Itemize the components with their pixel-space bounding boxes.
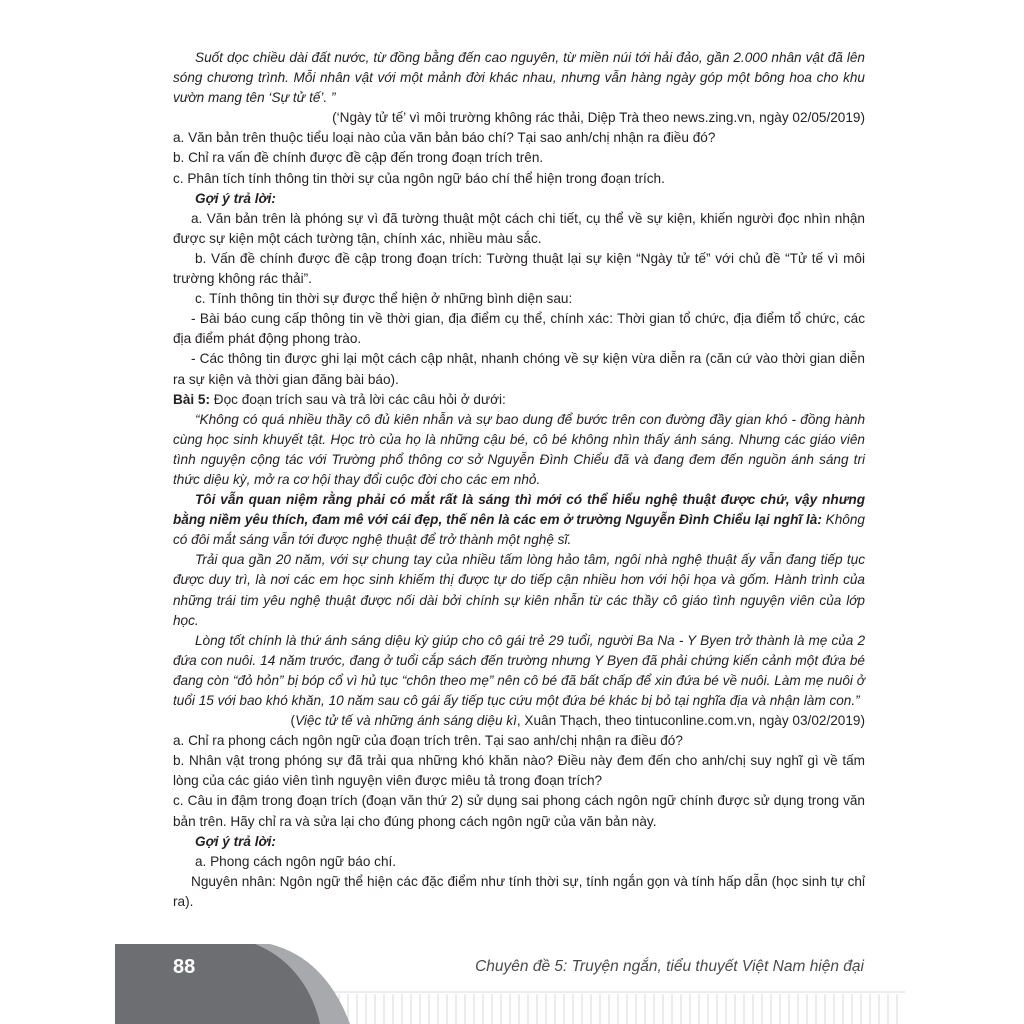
- answer-c-1-point-1: - Bài báo cung cấp thông tin về thời gian, địa điểm cụ thể, chính xác: Thời gian tổ chức, địa điểm tổ chức, các địa điểm phát động phong trào.: [173, 311, 865, 347]
- answer-heading-2: Gợi ý trả lời:: [195, 833, 276, 849]
- citation-1: (‘Ngày tử tế’ vì môi trường không rác thải, Diệp Trà theo news.zing.vn, ngày 02/05/2019): [332, 110, 865, 126]
- answer-b-1: b. Vấn đề chính được đề cập trong đoạn trích: Tường thuật lại sự kiện “Ngày tử tế” với chủ đề “Tử tế vì môi trường không rác thải”.: [173, 250, 865, 287]
- footer-band: [0, 944, 1024, 1024]
- answer-reason: Nguyên nhân: Ngôn ngữ thể hiện các đặc điểm như tính thời sự, tính ngắn gọn và tính hấp dẫn (học sinh tự chỉ ra).: [173, 873, 865, 909]
- page-number: 88: [173, 956, 196, 978]
- footer-grid-lines: [320, 992, 905, 1024]
- emphasized-bold-text: Tôi vẫn quan niệm rằng phải có mắt rất là sáng thì mới có thể hiểu nghệ thuật được chứ, vậy nhưng bằng niềm yêu thích, đam mê với cái đẹp, thế nên là các em ở trường Nguyễn Đình Chiểu lại nghĩ là:: [173, 492, 865, 528]
- question-b-1: b. Chỉ ra vấn đề chính được đề cập đến trong đoạn trích trên.: [173, 150, 544, 166]
- excerpt-paragraph-3: Trải qua gần 20 năm, với sự chung tay của nhiều tấm lòng hảo tâm, ngôi nhà nghệ thuật ấy vẫn đang tiếp tục được duy trì, là nơi các em học sinh khiếm thị được tự do tiếp cận nhiều hơn với hội họa và gốm. Hành trình của những trái tim yêu nghệ thuật được nối dài bởi chính sự kiên nhẫn từ các thầy cô giáo tình nguyện viên của lớp học.: [173, 552, 865, 628]
- answer-heading-1: Gợi ý trả lời:: [195, 190, 276, 206]
- answer-c-1-point-2: - Các thông tin được ghi lại một cách cập nhật, nhanh chóng về sự kiện vừa diễn ra (căn cứ vào thời gian diễn ra sự kiện và thời gian đăng bài báo).: [173, 351, 865, 387]
- citation-2: (Việc tử tế và những ánh sáng diệu kì, Xuân Thạch, theo tintuconline.com.vn, ngày 03/02/2019): [290, 713, 865, 729]
- emphasized-bold-text: Bài 5:: [173, 391, 211, 407]
- question-a-2: a. Chỉ ra phong cách ngôn ngữ của đoạn trích trên. Tại sao anh/chị nhận ra điều đó?: [173, 733, 683, 749]
- page-body: [173, 48, 865, 912]
- excerpt-paragraph-4: Lòng tốt chính là thứ ánh sáng diệu kỳ giúp cho cô gái trẻ 29 tuổi, người Ba Na - Y Byen trở thành là mẹ của 2 đứa con nuôi. 14 năm trước, đang ở tuổi cắp sách đến trường nhưng Y Byen đã phải chứng kiến cảnh một đứa bé đang còn “đỏ hỏn” bị bóp cổ vì hủ tục “chôn theo mẹ” nên cô bé đã bất chấp để xin đứa bé về nuôi. Làm mẹ nuôi ở tuổi 15 với bao khó khăn, 10 năm sau cô gái ấy tiếp tục cứu một đứa bé khác bị bỏ tại nghĩa địa và nhận làm con.”: [173, 632, 865, 708]
- emphasized-italic-text: Việc tử tế và những ánh sáng diệu kì: [295, 713, 517, 729]
- answer-a-1: a. Văn bản trên là phóng sự vì đã tường thuật một cách chi tiết, cụ thể về sự kiện, khiến người đọc nhìn nhận được sự kiện một cách tường tận, chính xác, nhiều màu sắc.: [173, 210, 865, 246]
- answer-a-2: a. Phong cách ngôn ngữ báo chí.: [195, 853, 397, 869]
- question-b-2: b. Nhân vật trong phóng sự đã trải qua những khó khăn nào? Điều này đem đến cho anh/chị suy nghĩ gì về tấm lòng của các giáo viên tình nguyện viên được miêu tả trong đoạn trích?: [173, 753, 865, 789]
- excerpt-paragraph-2: Tôi vẫn quan niệm rằng phải có mắt rất là sáng thì mới có thể hiểu nghệ thuật được chứ, vậy nhưng bằng niềm yêu thích, đam mê với cái đẹp, thế nên là các em ở trường Nguyễn Đình Chiểu lại nghĩ là: Không có đôi mắt sáng vẫn tới được nghệ thuật để trở thành một nghệ sĩ.: [173, 492, 865, 548]
- chapter-title: Chuyên đề 5: Truyện ngắn, tiểu thuyết Việt Nam hiện đại: [475, 958, 864, 975]
- exercise-5-heading: Bài 5: Đọc đoạn trích sau và trả lời các câu hỏi ở dưới:: [173, 391, 506, 407]
- question-c-2: c. Câu in đậm trong đoạn trích (đoạn văn thứ 2) sử dụng sai phong cách ngôn ngữ chính được sử dụng trong văn bản trên. Hãy chỉ ra và sửa lại cho đúng phong cách ngôn ngữ của văn bản này.: [173, 793, 865, 829]
- paragraph-quote-end: Suốt dọc chiều dài đất nước, từ đồng bằng đến cao nguyên, từ miền núi tới hải đảo, gần 2.000 nhân vật đã lên sóng chương trình. Mỗi nhân vật với một mảnh đời khác nhau, nhưng vẫn hàng ngày góp một bông hoa cho khu vườn mang tên ‘Sự tử tế’. ”: [173, 50, 865, 106]
- excerpt-paragraph-1: “Không có quá nhiều thầy cô đủ kiên nhẫn và sự bao dung để bước trên con đường đầy gian khó - đồng hành cùng học sinh khuyết tật. Học trò của họ là những cậu bé, cô bé không nhìn thấy ánh sáng. Nhưng các giáo viên tình nguyện cộng tác với Trường phổ thông cơ sở Nguyễn Đình Chiểu đã và đang đem đến nguồn ánh sáng tri thức diệu kỳ, mở ra cơ hội thay đổi cuộc đời cho các em nhỏ.: [173, 411, 865, 487]
- question-c-1: c. Phân tích tính thông tin thời sự của ngôn ngữ báo chí thể hiện trong đoạn trích.: [173, 170, 665, 186]
- question-a-1: a. Văn bản trên thuộc tiểu loại nào của văn bản báo chí? Tại sao anh/chị nhận ra điều đó?: [173, 130, 716, 146]
- answer-c-1: c. Tính thông tin thời sự được thể hiện ở những bình diện sau:: [195, 291, 573, 307]
